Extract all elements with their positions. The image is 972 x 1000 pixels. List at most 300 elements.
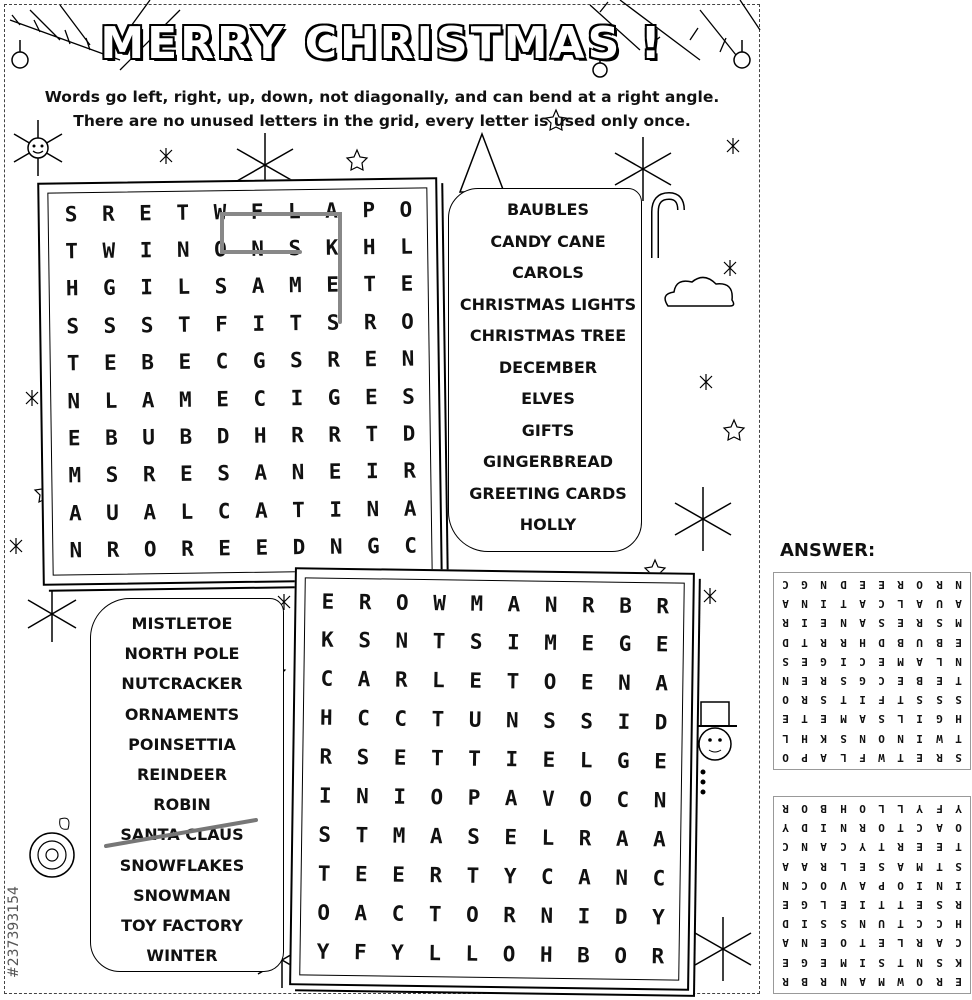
grid-letter: I [393, 784, 407, 809]
grid-letter: I [252, 311, 266, 336]
answer-letter: D [782, 917, 789, 931]
word-list-item: TOY FACTORY [121, 916, 243, 935]
answer-letter: R [782, 616, 789, 630]
grid-letter: O [543, 670, 557, 695]
answer-letter: E [801, 654, 808, 668]
grid-letter: A [251, 273, 265, 299]
grid-letter: A [615, 826, 629, 851]
grid-letter: A [578, 865, 592, 890]
answer-letter: B [801, 974, 808, 988]
answer-letter: N [954, 654, 962, 668]
answer-letter: O [820, 878, 828, 892]
answer-letter: O [897, 878, 904, 892]
grid-letter: O [400, 309, 414, 334]
grid-letter: T [363, 272, 377, 297]
answer-letter: Y [916, 802, 924, 815]
answer-letter: N [916, 955, 924, 969]
grid-letter: S [64, 201, 78, 226]
answer-letter: N [935, 878, 943, 892]
grid-letter: R [328, 422, 342, 447]
answer-letter: B [916, 674, 924, 687]
grid-letter: R [429, 862, 443, 888]
answer-letter: R [897, 840, 904, 854]
word-list-item: CANDY CANE [490, 231, 606, 251]
grid-letter: E [392, 862, 406, 887]
answer-letter: E [782, 712, 789, 726]
answer-letter: I [858, 955, 866, 969]
grid-letter: A [325, 198, 339, 223]
grid-letter: S [358, 628, 372, 653]
answer-letter: S [935, 693, 943, 707]
answer-letter: M [916, 859, 924, 873]
answer-grid-1 [773, 572, 971, 770]
answer-letter: A [916, 597, 924, 611]
answer-letter: S [878, 955, 885, 969]
grid-letter: S [103, 313, 117, 338]
answer-letter: M [839, 955, 847, 969]
grid-letter: I [577, 903, 591, 929]
answer-letter: U [916, 635, 924, 649]
answer-letter: T [801, 635, 808, 649]
answer-letter: B [820, 802, 828, 815]
answer-letter: Y [858, 840, 866, 854]
grid-letter: V [541, 786, 555, 811]
grid-letter: E [179, 461, 193, 487]
answer-letter: A [782, 597, 789, 611]
grid-letter: S [356, 745, 370, 770]
answer-letter: A [782, 936, 789, 950]
answer-letter: T [839, 693, 847, 707]
answer-letter: C [878, 597, 885, 611]
grid-letter: E [504, 825, 518, 850]
answer-letter: L [897, 936, 904, 950]
grid-letter: E [654, 749, 668, 774]
grid-letter: G [616, 748, 630, 774]
answer-letter: N [897, 731, 904, 745]
grid-letter: L [177, 274, 191, 300]
answer-letter: S [839, 917, 847, 931]
grid-letter: Y [316, 939, 330, 964]
grid-letter: I [140, 275, 154, 300]
answer-letter: A [954, 597, 962, 611]
answer-letter: S [820, 917, 828, 931]
grid-letter: M [544, 631, 558, 656]
grid-letter: P [467, 785, 481, 810]
grid-letter: E [326, 272, 340, 298]
answer-letter: E [820, 712, 828, 726]
answer-letter: S [839, 674, 847, 687]
grid-letter: S [469, 630, 483, 655]
grid-letter: M [288, 273, 302, 298]
answer-letter: I [820, 821, 828, 835]
answer-letter: I [858, 898, 866, 911]
grid-letter: N [615, 865, 629, 890]
word-list-item: ELVES [521, 389, 575, 408]
answer-letter: E [916, 840, 924, 854]
grid-letter: T [432, 629, 446, 654]
answer-letter: S [878, 859, 885, 873]
answer-letter: L [820, 898, 828, 911]
answer-letter: C [801, 878, 808, 892]
answer-letter: E [897, 616, 904, 630]
answer-letter: R [820, 859, 828, 873]
grid-letter: H [362, 234, 376, 260]
grid-letter: E [580, 670, 594, 695]
answer-letter: C [954, 936, 962, 950]
grid-letter: C [391, 901, 405, 926]
answer-letter: W [897, 974, 904, 988]
grid-letter: P [362, 197, 376, 222]
grid-letter: N [544, 592, 558, 617]
grid-letter: S [289, 348, 303, 373]
answer-letter: T [897, 693, 904, 707]
answer-letter: I [801, 616, 808, 630]
answer-letter: G [935, 712, 943, 726]
grid-letter: R [180, 536, 194, 561]
answer-letter: R [897, 578, 904, 591]
answer-letter: O [801, 802, 808, 815]
grid-letter: L [431, 668, 445, 693]
grid-letter: E [328, 459, 342, 485]
answer-letter: H [801, 731, 808, 745]
grid-letter: L [579, 748, 593, 773]
word-list-item: REINDEER [136, 765, 228, 784]
answer-letter: T [935, 859, 943, 873]
grid-letter: B [141, 350, 155, 375]
answer-letter: A [858, 616, 866, 630]
answer-letter: T [897, 898, 904, 911]
grid-letter: T [65, 239, 79, 264]
grid-letter: A [403, 496, 417, 521]
grid-letter: M [178, 387, 192, 412]
grid-letter: D [216, 424, 230, 449]
grid-letter: A [143, 499, 157, 525]
grid-letter: C [540, 864, 554, 889]
answer-letter: T [839, 597, 847, 611]
grid-letter: O [430, 785, 444, 810]
answer-letter: R [935, 974, 943, 988]
grid-letter: I [329, 497, 343, 522]
answer-letter: O [954, 821, 962, 835]
answer-letter: L [897, 597, 904, 611]
answer-letter: E [916, 898, 924, 911]
answer-letter: N [782, 878, 789, 892]
answer-letter: R [858, 821, 866, 835]
answer-letter: M [839, 712, 847, 726]
grid-letter: F [353, 939, 367, 964]
answer-letter: A [820, 840, 828, 854]
answer-letter: O [916, 578, 924, 591]
grid-letter: D [402, 421, 416, 446]
answer-letter: C [839, 840, 847, 854]
answer-letter: R [801, 693, 808, 707]
answer-letter: C [782, 578, 789, 591]
grid-letter: I [139, 238, 153, 263]
grid-letter: T [176, 200, 190, 225]
grid-letter: A [507, 591, 521, 616]
answer-letter: I [916, 731, 924, 745]
grid-letter: N [617, 671, 631, 696]
answer-letter: N [801, 840, 808, 854]
puzzle-grid-1 [37, 177, 443, 586]
grid-letter: R [358, 589, 372, 614]
grid-letter: A [68, 500, 82, 526]
grid-letter: A [254, 460, 268, 486]
word-list-item: GIFTS [521, 420, 575, 440]
word-list-item: HOLLY [519, 515, 577, 534]
grid-letter: N [251, 236, 265, 261]
answer-letter: G [820, 654, 828, 668]
answer-letter: I [916, 712, 924, 726]
grid-letter: O [399, 197, 413, 222]
grid-letter: O [213, 237, 227, 262]
answer-letter: A [916, 654, 924, 668]
answer-letter: E [858, 859, 866, 873]
grid-letter: R [327, 347, 341, 372]
answer-letter: A [820, 750, 828, 764]
answer-letter: H [858, 635, 866, 649]
answer-letter: E [820, 955, 828, 969]
grid-letter: N [176, 237, 190, 262]
answer-letter: S [935, 898, 943, 911]
answer-letter: A [858, 974, 866, 988]
answer-letter: F [878, 693, 885, 707]
grid-letter: N [505, 708, 519, 733]
answer-letter: E [782, 898, 789, 911]
answer-letter: S [782, 654, 789, 668]
stock-watermark [4, 760, 24, 990]
grid-letter: N [291, 460, 305, 485]
answer-letter: R [839, 635, 847, 649]
grid-letter: R [581, 592, 595, 617]
grid-letter: I [318, 783, 332, 808]
grid-letter: E [139, 200, 153, 225]
grid-letter: E [364, 347, 378, 372]
answer-letter: O [916, 974, 924, 988]
grid-letter: S [140, 312, 154, 338]
grid-letter: U [106, 500, 119, 525]
answer-grid-2 [773, 796, 971, 994]
grid-letter: D [614, 904, 628, 929]
answer-letter: A [897, 859, 904, 873]
grid-letter: I [290, 385, 304, 410]
grid-letter: R [101, 201, 115, 226]
grid-letter: T [365, 421, 379, 447]
grid-letter: M [68, 463, 82, 488]
grid-letter: L [465, 941, 479, 966]
grid-letter: R [656, 593, 670, 618]
word-list-item: WINTER [146, 946, 218, 966]
grid-letter: Y [390, 940, 404, 965]
grid-letter: R [363, 309, 377, 334]
answer-letter: L [839, 859, 847, 873]
answer-letter: K [820, 731, 828, 745]
grid-letter: G [366, 534, 380, 559]
grid-letter: L [104, 388, 118, 413]
answer-letter: E [954, 974, 962, 988]
word-list-item: CHRISTMAS LIGHTS [459, 294, 637, 314]
answer-letter: E [878, 936, 885, 950]
answer-letter: K [954, 955, 962, 969]
grid-letter: T [317, 861, 331, 886]
answer-letter: N [782, 674, 789, 687]
grid-letter: I [617, 709, 631, 735]
answer-letter: M [897, 654, 904, 668]
grid-letter: T [431, 707, 445, 732]
grid-letter: B [576, 942, 590, 967]
answer-letter: A [858, 597, 866, 611]
grid-letter: K [325, 235, 339, 260]
grid-letter: O [614, 943, 628, 968]
grid-letter: E [321, 589, 335, 614]
grid-letter: E [393, 745, 407, 770]
answer-label: ANSWER: [780, 540, 876, 561]
answer-letter: S [839, 731, 847, 745]
answer-letter: C [916, 917, 924, 931]
grid-letter: T [428, 901, 442, 926]
grid-letter: O [579, 787, 593, 812]
answer-letter: R [935, 578, 943, 591]
grid-letter: L [180, 499, 194, 524]
grid-letter: A [141, 387, 155, 412]
grid-letter: C [616, 787, 630, 812]
answer-letter: E [954, 635, 962, 649]
grid-letter: B [619, 593, 633, 618]
grid-letter: S [105, 463, 119, 488]
answer-letter: G [858, 674, 866, 687]
answer-letter: E [935, 674, 943, 687]
answer-letter: A [801, 859, 808, 873]
answer-letter: T [897, 750, 904, 764]
answer-letter: E [839, 898, 847, 911]
answer-letter: N [954, 578, 962, 591]
answer-letter: D [839, 578, 847, 591]
answer-letter: L [782, 731, 789, 745]
grid-letter: L [287, 198, 301, 223]
grid-letter: A [357, 667, 371, 692]
grid-letter: T [468, 746, 482, 771]
grid-letter: A [354, 900, 368, 925]
grid-letter: E [178, 349, 192, 374]
grid-letter: T [430, 746, 444, 771]
grid-letter: S [318, 822, 332, 847]
grid-letter: F [250, 199, 264, 224]
grid-letter: N [653, 788, 667, 813]
grid-letter: A [655, 671, 669, 696]
grid-letter: S [66, 313, 80, 339]
grid-letter: E [216, 386, 230, 411]
grid-letter: E [67, 426, 81, 451]
grid-letter: R [503, 902, 517, 928]
answer-letter: S [820, 693, 828, 707]
grid-letter: C [253, 386, 267, 411]
answer-letter: A [858, 712, 866, 726]
answer-letter: C [782, 840, 789, 854]
grid-letter: E [400, 271, 414, 297]
grid-letter: I [506, 630, 520, 655]
answer-letter: E [858, 578, 866, 591]
answer-letter: T [858, 936, 866, 950]
grid-letter: L [399, 234, 413, 259]
answer-letter: S [954, 693, 962, 707]
answer-letter: D [878, 635, 885, 649]
answer-letter: O [782, 693, 789, 707]
grid-letter: B [104, 425, 118, 450]
answer-letter: T [878, 898, 885, 911]
answer-letter: G [801, 955, 808, 969]
answer-letter: N [839, 974, 847, 988]
word-list-item: NUTCRACKER [121, 674, 243, 694]
answer-letter: C [878, 674, 885, 687]
answer-letter: P [878, 878, 885, 892]
grid-letter: G [327, 385, 341, 410]
grid-letter: L [428, 940, 442, 965]
grid-letter: G [102, 276, 116, 301]
grid-letter: S [402, 384, 416, 409]
answer-letter: E [820, 616, 828, 630]
answer-letter: N [858, 731, 866, 745]
answer-letter: M [878, 974, 885, 988]
grid-letter: R [142, 462, 156, 487]
grid-letter: S [466, 824, 480, 849]
grid-letter: D [654, 710, 668, 735]
answer-letter: O [782, 750, 789, 764]
grid-letter: T [289, 310, 303, 335]
answer-letter: E [935, 840, 943, 854]
grid-letter: U [468, 707, 482, 733]
grid-letter: I [365, 459, 379, 484]
grid-letter: F [214, 311, 228, 337]
grid-letter: S [288, 236, 302, 261]
word-list-item: SANTA CLAUS [120, 825, 244, 845]
grid-letter: S [217, 461, 231, 486]
grid-letter: A [504, 786, 518, 811]
grid-letter: U [142, 425, 156, 450]
answer-letter: W [878, 750, 885, 764]
grid-letter: E [581, 631, 595, 656]
page-title: MERRY CHRISTMAS ! [100, 18, 664, 69]
grid-letter: N [395, 629, 409, 654]
word-list-item: GINGERBREAD [483, 452, 613, 471]
answer-letter: O [878, 821, 885, 835]
answer-letter: E [878, 578, 885, 591]
grid-letter: E [469, 668, 483, 694]
answer-letter: C [858, 654, 866, 668]
grid-letter: C [394, 706, 408, 731]
grid-letter: T [291, 497, 305, 522]
answer-letter: T [897, 821, 904, 835]
answer-letter: C [935, 917, 943, 931]
grid-letter: S [326, 310, 340, 335]
answer-letter: R [782, 974, 789, 988]
grid-letter: S [214, 274, 228, 299]
grid-letter: N [69, 538, 83, 563]
answer-letter: C [916, 821, 924, 835]
answer-letter: S [878, 712, 885, 726]
grid-letter: S [580, 709, 594, 734]
grid-letter: G [252, 348, 266, 373]
answer-letter: N [839, 821, 847, 835]
answer-letter: R [954, 898, 962, 911]
answer-letter: T [801, 712, 808, 726]
answer-letter: R [916, 936, 924, 950]
answer-letter: E [820, 936, 828, 950]
grid-letter: E [364, 384, 378, 409]
answer-letter: R [820, 974, 828, 988]
grid-letter: R [651, 943, 665, 969]
answer-letter: S [954, 859, 962, 873]
answer-letter: D [782, 635, 789, 649]
